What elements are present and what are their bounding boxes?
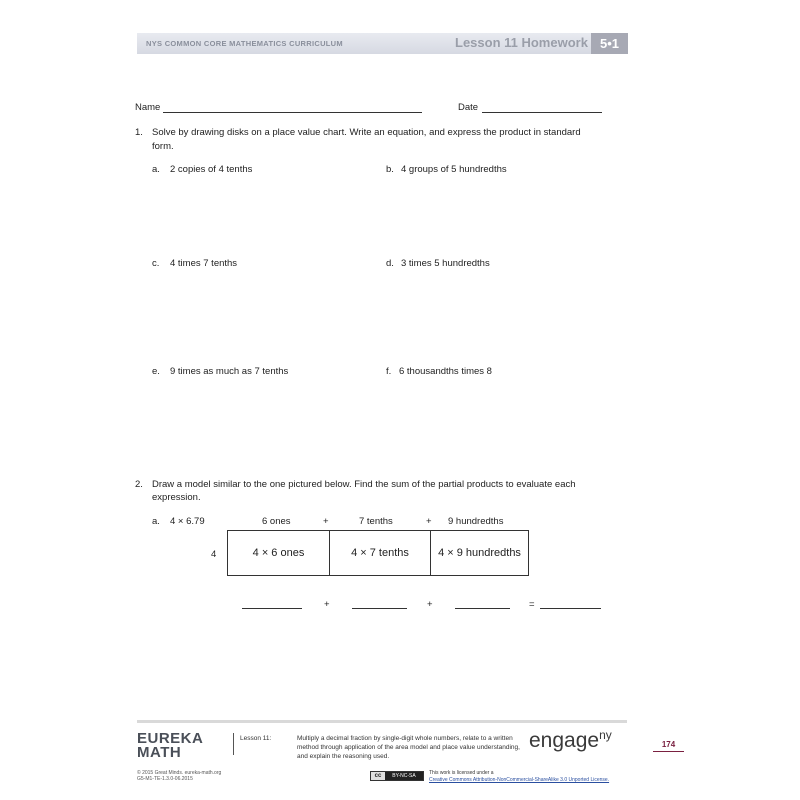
plus-sign: + xyxy=(323,516,329,527)
problem-1-number: 1. xyxy=(135,127,143,138)
part-letter: e. xyxy=(152,366,160,377)
part-letter: c. xyxy=(152,258,160,269)
date-label: Date xyxy=(458,102,479,113)
part-letter: a. xyxy=(152,516,160,527)
footer-lesson-label: Lesson 11: xyxy=(240,735,272,742)
problem-2-number: 2. xyxy=(135,479,143,490)
area-cell-hundredths: 4 × 9 hundredths xyxy=(430,531,528,575)
name-label: Name xyxy=(135,102,161,113)
license-link[interactable]: Creative Commons Attribution-NonCommercial-ShareAlike 3.0 Unported License. xyxy=(429,777,610,783)
area-model-side-label: 4 xyxy=(211,549,217,560)
engageny-logo xyxy=(529,728,612,753)
engage-sup: ny xyxy=(599,728,612,742)
area-cell-tenths: 4 × 7 tenths xyxy=(329,531,430,575)
engage-text: engage xyxy=(529,729,600,752)
area-cell-ones: 4 × 6 ones xyxy=(252,547,305,559)
part-letter: b. xyxy=(386,164,394,175)
footer-lesson-description: Multiply a decimal fraction by single-digit whole numbers, relate to a written method through application of the area model and place value understanding, and explain the reasoning used. xyxy=(297,735,520,760)
footer-rule xyxy=(137,720,627,723)
equals-sign: = xyxy=(529,599,535,610)
partial-product-blank[interactable] xyxy=(242,608,302,609)
module-badge: 5•1 xyxy=(591,33,628,54)
partial-product-blank[interactable] xyxy=(455,608,510,609)
plus-sign: + xyxy=(426,516,432,527)
part-e-text: 9 times as much as 7 tenths xyxy=(170,366,289,377)
part-f-text: 6 thousandths times 8 xyxy=(399,366,492,377)
license-text: This work is licensed under a xyxy=(429,770,494,776)
part-d-text: 3 times 5 hundredths xyxy=(401,258,490,269)
column-header-tenths: 7 tenths xyxy=(359,516,393,527)
copyright-line: G5-M1-TE-1.3.0-06.2015 xyxy=(137,776,193,782)
part-a-text: 2 copies of 4 tenths xyxy=(170,164,253,175)
curriculum-title: NYS COMMON CORE MATHEMATICS CURRICULUM xyxy=(146,39,343,48)
page-number: 174 xyxy=(653,740,684,752)
cc-icon: cc xyxy=(374,773,382,779)
part-b-text: 4 groups of 5 hundredths xyxy=(401,164,507,175)
part-letter: d. xyxy=(386,258,394,269)
sum-blank[interactable] xyxy=(540,608,601,609)
copyright-line: © 2015 Great Minds. eureka-math.org xyxy=(137,770,222,776)
plus-sign: + xyxy=(427,599,433,610)
eureka-math-logo xyxy=(137,732,203,760)
copyright xyxy=(137,770,221,782)
lesson-title: Lesson 11 Homework xyxy=(455,35,588,50)
partial-product-blank[interactable] xyxy=(352,608,407,609)
name-field[interactable] xyxy=(163,112,422,113)
expression: 4 × 6.79 xyxy=(170,516,205,527)
plus-sign: + xyxy=(324,599,330,610)
problem-2-instruction: Draw a model similar to the one pictured below. Find the sum of the partial products to evaluate each xyxy=(152,479,576,490)
column-header-ones: 6 ones xyxy=(262,516,291,527)
part-letter: f. xyxy=(386,366,392,377)
cc-license-badge xyxy=(370,771,424,781)
problem-2-instruction-cont: expression. xyxy=(152,492,201,503)
part-c-text: 4 times 7 tenths xyxy=(170,258,238,269)
column-header-hundredths: 9 hundredths xyxy=(448,516,504,527)
footer-divider xyxy=(233,733,234,755)
area-model xyxy=(227,530,529,576)
problem-1-instruction-cont: form. xyxy=(152,141,174,152)
date-field[interactable] xyxy=(482,112,602,113)
problem-1-instruction: Solve by drawing disks on a place value chart. Write an equation, and express the product in standard xyxy=(152,127,581,138)
logo-line: MATH xyxy=(137,744,182,761)
cc-tag: BY-NC-SA xyxy=(385,772,423,780)
logo-line: EUREKA xyxy=(137,730,204,747)
part-letter: a. xyxy=(152,164,160,175)
